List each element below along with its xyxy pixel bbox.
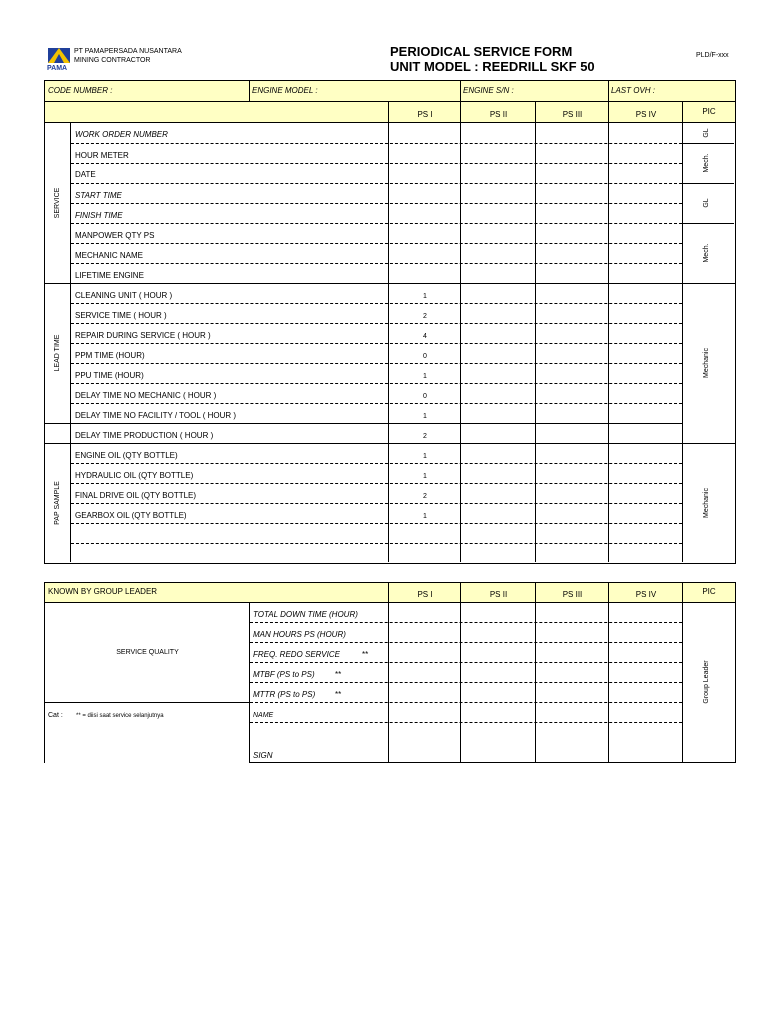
pic-mech: Mech.: [703, 243, 710, 263]
row-work-order: WORK ORDER NUMBER: [75, 130, 168, 139]
company-logo: [48, 48, 70, 63]
form-title: PERIODICAL SERVICE FORM: [390, 44, 573, 59]
value-cell: 2: [423, 313, 427, 320]
value-cell: 1: [423, 293, 427, 300]
company-subtitle: MINING CONTRACTOR: [74, 57, 151, 64]
row-name: NAME: [253, 712, 274, 719]
cat-label: Cat :: [48, 712, 63, 719]
row-finish-time: FINISH TIME: [75, 211, 123, 220]
row-sign: SIGN: [253, 751, 273, 760]
row-mtbf: MTBF (PS to PS): [253, 670, 315, 679]
value-cell: 2: [423, 433, 427, 440]
pic-mech: Mech.: [703, 153, 710, 173]
col-ps2: PS II: [489, 110, 508, 119]
row-service-time: SERVICE TIME ( HOUR ): [75, 311, 167, 320]
row-man-hours: MAN HOURS PS (HOUR): [253, 630, 346, 639]
col-ps1: PS I: [417, 590, 433, 599]
form-code: PLD/F-xxx: [696, 52, 729, 59]
quality-table: [44, 582, 736, 763]
col-ps1: PS I: [417, 110, 433, 119]
known-by-label: KNOWN BY GROUP LEADER: [48, 587, 158, 596]
section-service: SERVICE: [54, 187, 61, 219]
row-lifetime-engine: LIFETIME ENGINE: [75, 271, 144, 280]
row-final-drive-oil: FINAL DRIVE OIL (QTY BOTTLE): [75, 491, 197, 500]
pic-gl: GL: [703, 128, 710, 138]
pic-mechanic: Mechanic: [703, 348, 710, 378]
pic-mechanic: Mechanic: [703, 488, 710, 518]
value-cell: 0: [423, 393, 427, 400]
row-start-time: START TIME: [75, 191, 122, 200]
col-pic: PIC: [702, 587, 716, 596]
col-ps2: PS II: [489, 590, 508, 599]
row-hydraulic-oil: HYDRAULIC OIL (QTY BOTTLE): [75, 471, 194, 480]
value-cell: 1: [423, 413, 427, 420]
redo-mark: **: [362, 650, 369, 659]
value-cell: 4: [423, 333, 427, 340]
row-cleaning-unit: CLEANING UNIT ( HOUR ): [75, 291, 173, 300]
row-gearbox-oil: GEARBOX OIL (QTY BOTTLE): [75, 511, 187, 520]
value-cell: 1: [423, 473, 427, 480]
mtbf-mark: **: [335, 670, 342, 679]
service-quality-label: SERVICE QUALITY: [116, 649, 179, 656]
value-cell: 0: [423, 353, 427, 360]
logo-text: PAMA: [47, 65, 68, 72]
form-subtitle: UNIT MODEL : REEDRILL SKF 50: [390, 59, 595, 74]
row-delay-facility: DELAY TIME NO FACILITY / TOOL ( HOUR ): [75, 411, 237, 420]
row-ppu-time: PPU TIME (HOUR): [75, 371, 144, 380]
row-delay-mechanic: DELAY TIME NO MECHANIC ( HOUR ): [75, 391, 217, 400]
section-lead-time: LEAD TIME: [54, 334, 61, 372]
col-pic: PIC: [702, 107, 716, 116]
engine-sn-label: ENGINE S/N :: [463, 86, 514, 95]
row-mttr: MTTR (PS to PS): [253, 690, 316, 699]
col-ps4: PS IV: [635, 110, 657, 119]
mttr-mark: **: [335, 690, 342, 699]
col-ps3: PS III: [562, 590, 583, 599]
row-total-downtime: TOTAL DOWN TIME (HOUR): [253, 610, 358, 619]
company-name: PT PAMAPERSADA NUSANTARA: [74, 48, 182, 55]
row-delay-production: DELAY TIME PRODUCTION ( HOUR ): [75, 431, 214, 440]
row-mechanic-name: MECHANIC NAME: [75, 251, 144, 260]
col-ps3: PS III: [562, 110, 583, 119]
row-manpower: MANPOWER QTY PS: [75, 231, 155, 240]
row-hour-meter: HOUR METER: [75, 151, 129, 160]
row-freq-redo: FREQ. REDO SERVICE: [253, 650, 340, 659]
code-number-label: CODE NUMBER :: [48, 86, 113, 95]
last-ovh-label: LAST OVH :: [611, 86, 656, 95]
col-ps4: PS IV: [635, 590, 657, 599]
row-date: DATE: [75, 170, 96, 179]
value-cell: 1: [423, 453, 427, 460]
section-pap-sample: PAP SAMPLE: [54, 481, 61, 525]
row-repair-during: REPAIR DURING SERVICE ( HOUR ): [75, 331, 211, 340]
value-cell: 1: [423, 373, 427, 380]
row-engine-oil: ENGINE OIL (QTY BOTTLE): [75, 451, 178, 460]
value-cell: 2: [423, 493, 427, 500]
row-ppm-time: PPM TIME (HOUR): [75, 351, 145, 360]
cat-note: ** = diisi saat service selanjutnya: [76, 713, 164, 719]
engine-model-label: ENGINE MODEL :: [252, 86, 318, 95]
value-cell: 1: [423, 513, 427, 520]
pic-group-leader: Group Leader: [703, 660, 710, 704]
pic-gl: GL: [703, 198, 710, 208]
